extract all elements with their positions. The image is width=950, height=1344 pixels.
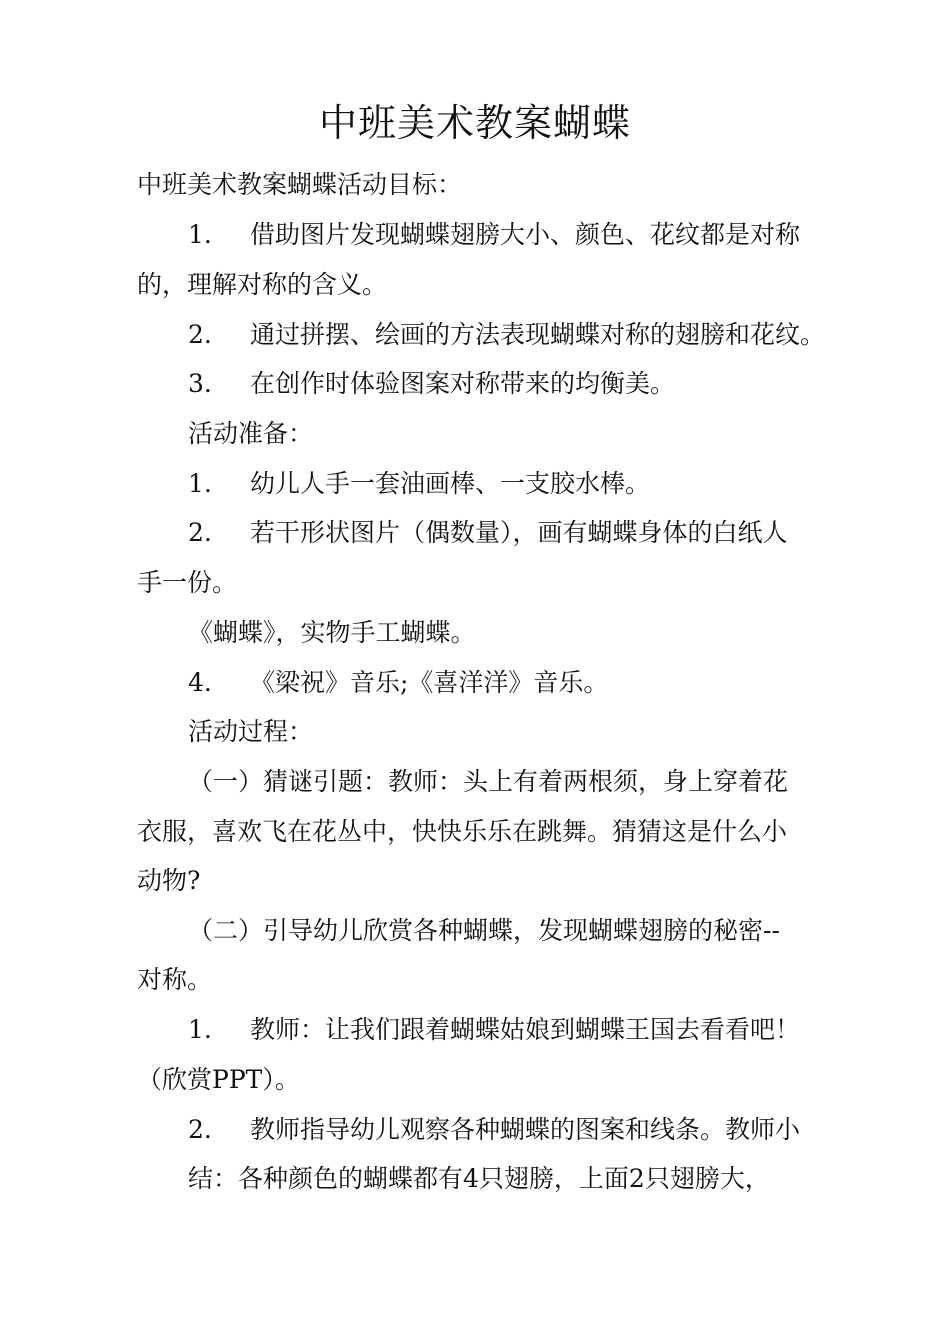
line-text: 教师指导幼儿观察各种蝴蝶的图案和线条。教师小: [250, 1115, 801, 1144]
list-number: 3.: [188, 369, 212, 398]
line-text: 中班美术教案蝴蝶活动目标：: [137, 170, 463, 199]
paragraph-line: [137, 815, 787, 849]
line-text: 若干形状图片（偶数量），画有蝴蝶身体的白纸人: [250, 518, 788, 547]
line-text: 活动准备：: [188, 419, 314, 448]
list-item: [188, 516, 788, 550]
list-item: [188, 467, 650, 501]
document-title: 中班美术教案蝴蝶: [318, 101, 631, 145]
paragraph-line: [137, 1063, 300, 1097]
paragraph-line: [188, 765, 788, 799]
list-number: 2.: [188, 320, 212, 349]
line-text: 衣服，喜欢飞在花丛中，快快乐乐在跳舞。猜猜这是什么小: [137, 817, 788, 846]
paragraph-line: [137, 963, 212, 997]
list-item: [188, 218, 800, 252]
list-number: 1.: [188, 1015, 212, 1044]
list-number: 2.: [188, 1115, 212, 1144]
paragraph-line: [137, 168, 462, 202]
line-text: 通过拼摆、绘画的方法表现蝴蝶对称的翅膀和花纹。: [250, 320, 826, 349]
list-number: 2.: [188, 518, 212, 547]
list-item: [188, 318, 825, 352]
list-number: 1.: [188, 220, 212, 249]
list-item: [188, 367, 675, 401]
paragraph-line: [137, 864, 200, 898]
list-item: [188, 1113, 800, 1147]
line-text: 在创作时体验图案对称带来的均衡美。: [250, 369, 676, 398]
line-text: 的，理解对称的含义。: [137, 270, 388, 299]
line-text: 借助图片发现蝴蝶翅膀大小、颜色、花纹都是对称: [250, 220, 801, 249]
section-heading: [188, 715, 313, 749]
paragraph-line: [188, 1162, 770, 1196]
line-text: 教师：让我们跟着蝴蝶姑娘到蝴蝶王国去看看吧！: [250, 1015, 801, 1044]
list-item: [188, 666, 608, 700]
section-heading: [188, 417, 313, 451]
paragraph-line: [137, 566, 237, 600]
line-text: （一）猜谜引题：教师：头上有着两根须，身上穿着花: [188, 767, 789, 796]
paragraph-line: [137, 268, 387, 302]
list-number: 1.: [188, 469, 212, 498]
paragraph-line: [188, 616, 476, 650]
line-text: 《蝴蝶》，实物手工蝴蝶。: [188, 618, 476, 647]
line-text: 动物?: [137, 866, 201, 895]
list-item: [188, 1013, 800, 1047]
line-text: 手一份。: [137, 568, 238, 597]
line-text: 《梁祝》音乐;《喜洋洋》音乐。: [250, 668, 609, 697]
line-text: 对称。: [137, 965, 213, 994]
line-text: 结：各种颜色的蝴蝶都有4只翅膀，上面2只翅膀大，: [188, 1164, 770, 1193]
list-number: 4.: [188, 668, 212, 697]
line-text: （欣赏PPT）。: [137, 1065, 300, 1094]
line-text: 活动过程：: [188, 717, 314, 746]
paragraph-line: [188, 914, 780, 948]
line-text: （二）引导幼儿欣赏各种蝴蝶，发现蝴蝶翅膀的秘密--: [188, 916, 780, 945]
line-text: 幼儿人手一套油画棒、一支胶水棒。: [250, 469, 651, 498]
